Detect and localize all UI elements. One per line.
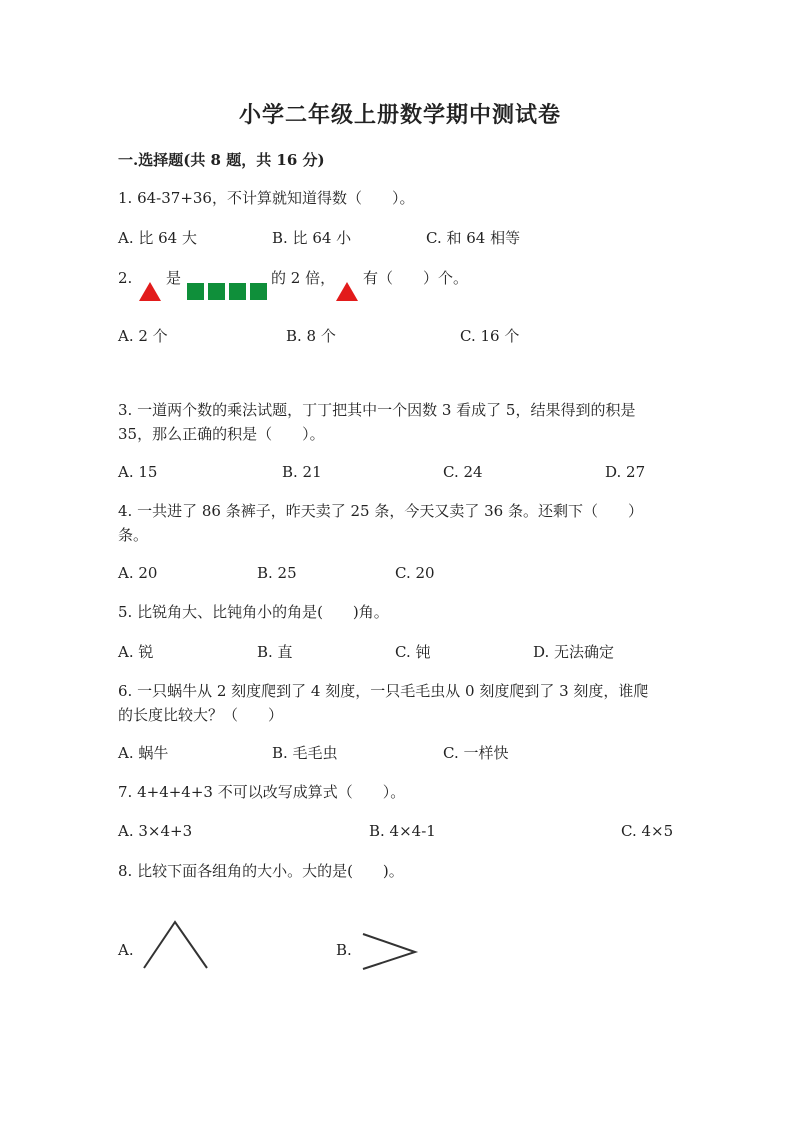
q1-option-b[interactable]: B. 比 64 小	[272, 229, 352, 247]
question-5: 5. 比锐角大、比钝角小的角是( )角。	[118, 603, 389, 621]
red-triangle-icon	[139, 282, 161, 301]
q7-option-a[interactable]: A. 3×4+3	[118, 822, 193, 840]
q2-option-a[interactable]: A. 2 个	[118, 327, 168, 345]
q1-option-a[interactable]: A. 比 64 大	[118, 229, 197, 247]
q5-option-b[interactable]: B. 直	[257, 643, 293, 661]
red-triangle-icon	[336, 282, 358, 301]
section-heading: 一.选择题(共 8 题，共 16 分)	[118, 151, 325, 169]
q3-option-a[interactable]: A. 15	[118, 463, 158, 481]
q3-option-b[interactable]: B. 21	[282, 463, 322, 481]
q5-option-a[interactable]: A. 锐	[118, 643, 154, 661]
question-2-number: 2.	[118, 269, 133, 287]
q5-option-c[interactable]: C. 钝	[395, 643, 431, 661]
green-square-icon	[250, 283, 267, 300]
q6-option-b[interactable]: B. 毛毛虫	[272, 744, 338, 762]
q7-option-c[interactable]: C. 4×5	[621, 822, 674, 840]
q7-option-b[interactable]: B. 4×4-1	[369, 822, 436, 840]
question-2-text-is: 是	[166, 269, 182, 287]
question-8: 8. 比较下面各组角的大小。大的是( )。	[118, 862, 404, 880]
green-square-icon	[187, 283, 204, 300]
green-square-icon	[208, 283, 225, 300]
q4-option-a[interactable]: A. 20	[118, 564, 158, 582]
question-4-line-2: 条。	[118, 526, 149, 544]
question-6-line-2: 的长度比较大？（ ）	[118, 706, 284, 724]
question-6-line-1: 6. 一只蜗牛从 2 刻度爬到了 4 刻度，一只毛毛虫从 0 刻度爬到了 3 刻度，谁爬	[118, 682, 649, 700]
angle-a-figure	[140, 918, 212, 972]
q6-option-c[interactable]: C. 一样快	[443, 744, 509, 762]
question-7: 7. 4+4+4+3 不可以改写成算式（ ）。	[118, 783, 406, 801]
page-title: 小学二年级上册数学期中测试卷	[238, 102, 561, 128]
q2-option-c[interactable]: C. 16 个	[460, 327, 520, 345]
q3-option-c[interactable]: C. 24	[443, 463, 483, 481]
q3-option-d[interactable]: D. 27	[605, 463, 646, 481]
q5-option-d[interactable]: D. 无法确定	[533, 643, 615, 661]
q4-option-b[interactable]: B. 25	[257, 564, 297, 582]
question-4-line-1: 4. 一共进了 86 条裤子，昨天卖了 25 条，今天又卖了 36 条。还剩下（ ）	[118, 502, 643, 520]
q8-option-a[interactable]: A.	[118, 941, 134, 959]
question-2-text-have: 有（ ）个。	[363, 269, 469, 287]
q4-option-c[interactable]: C. 20	[395, 564, 435, 582]
question-3-line-2: 35，那么正确的积是（ ）。	[118, 425, 325, 443]
q8-option-b[interactable]: B.	[336, 941, 352, 959]
angle-b-figure	[358, 930, 422, 972]
green-square-icon	[229, 283, 246, 300]
q1-option-c[interactable]: C. 和 64 相等	[426, 229, 521, 247]
question-3-line-1: 3. 一道两个数的乘法试题，丁丁把其中一个因数 3 看成了 5，结果得到的积是	[118, 401, 636, 419]
question-2-text-times: 的 2 倍，	[271, 269, 336, 287]
question-1: 1. 64-37+36，不计算就知道得数（ ）。	[118, 189, 415, 207]
q6-option-a[interactable]: A. 蜗牛	[118, 744, 169, 762]
q2-option-b[interactable]: B. 8 个	[286, 327, 336, 345]
